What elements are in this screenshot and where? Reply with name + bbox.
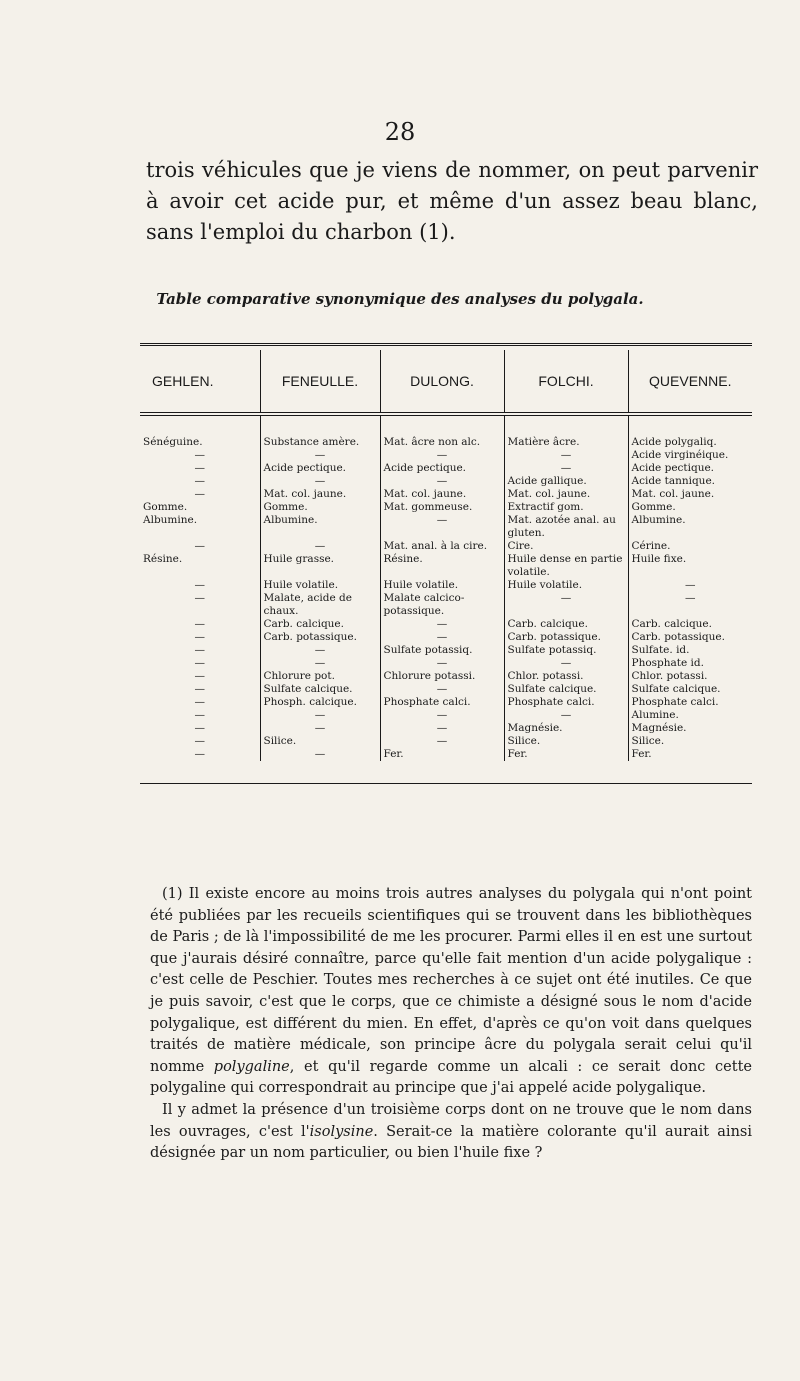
dash-placeholder: — <box>436 683 448 695</box>
cell-text: Sulfate calcique. <box>631 683 721 695</box>
table-cell <box>628 592 752 618</box>
footnote-term-polygaline: polygaline <box>213 1058 290 1075</box>
table-cell <box>260 722 380 735</box>
table-row <box>140 475 752 488</box>
table-cell <box>504 475 628 488</box>
cell-text: Carb. potassique. <box>631 631 725 643</box>
cell-text: Mat. col. jaune. <box>263 488 347 500</box>
cell-text: Extractif gom. <box>507 501 584 513</box>
column-header: FENEULLE. <box>260 350 380 414</box>
cell-text: Mat. anal. à la cire. <box>383 540 488 552</box>
footnote-block <box>150 884 752 1165</box>
table-cell <box>260 709 380 722</box>
cell-text: Cérine. <box>631 540 671 552</box>
table-cell <box>380 709 504 722</box>
table-cell <box>260 514 380 540</box>
cell-text: Sulfate potassiq. <box>383 644 473 656</box>
dash-placeholder: — <box>436 514 448 526</box>
table-row <box>140 735 752 748</box>
table-row <box>140 553 752 579</box>
table-cell <box>140 683 260 696</box>
cell-text: Silice. <box>507 735 541 747</box>
column-header: QUEVENNE. <box>628 350 752 414</box>
cell-text: Résine. <box>383 553 423 565</box>
comparison-table <box>140 350 752 761</box>
table-cell <box>260 592 380 618</box>
table-row <box>140 631 752 644</box>
cell-text: Mat. col. jaune. <box>631 488 715 500</box>
table-cell <box>504 501 628 514</box>
table-cell <box>504 696 628 709</box>
cell-text: Acide gallique. <box>507 475 587 487</box>
table-cell <box>504 414 628 449</box>
table-cell <box>260 414 380 449</box>
dash-placeholder: — <box>436 735 448 747</box>
table-row <box>140 657 752 670</box>
table-row <box>140 748 752 761</box>
cell-text: Chlor. potassi. <box>507 670 584 682</box>
dash-placeholder: — <box>436 449 448 461</box>
cell-text: Carb. calcique. <box>263 618 344 630</box>
dash-placeholder: — <box>194 709 205 721</box>
table-cell <box>380 644 504 657</box>
table-cell <box>628 618 752 631</box>
table-cell <box>380 618 504 631</box>
cell-text: Gomme. <box>631 501 676 513</box>
table-cell <box>380 449 504 462</box>
dash-placeholder: — <box>194 579 205 591</box>
table-row <box>140 579 752 592</box>
dash-placeholder: — <box>560 709 572 721</box>
table-bottom-rule <box>140 783 752 784</box>
comparison-table-container <box>140 343 752 784</box>
column-header: GEHLEN. <box>140 350 260 414</box>
table-cell <box>628 696 752 709</box>
cell-text: Chlorure pot. <box>263 670 335 682</box>
dash-placeholder: — <box>194 722 205 734</box>
cell-text: Sulfate potassiq. <box>507 644 597 656</box>
cell-text: Carb. potassique. <box>263 631 357 643</box>
dash-placeholder: — <box>436 631 448 643</box>
cell-text: Albumine. <box>263 514 318 526</box>
cell-text: Acide pectique. <box>263 462 347 474</box>
table-cell <box>380 514 504 540</box>
dash-placeholder: — <box>436 657 448 669</box>
table-cell <box>140 709 260 722</box>
table-cell <box>504 631 628 644</box>
column-header: DULONG. <box>380 350 504 414</box>
footnote-text-2a: Il y admet la présence d'un troisième corps dont on ne trouve que le nom dans les ouvrages, c'est l' <box>150 1101 752 1140</box>
cell-text: Malate calcico-potassique. <box>383 592 465 617</box>
cell-text: Magnésie. <box>507 722 563 734</box>
table-cell <box>140 618 260 631</box>
table-cell <box>628 644 752 657</box>
cell-text: Mat. gommeuse. <box>383 501 473 513</box>
footnote-text-1a: (1) Il existe encore au moins trois autres analyses du polygala qui n'ont point été publiées par les recueils scientifiques qui se trouvent dans les bibliothèques de Paris ; de là l'impossibilité de me les procurer. Parmi elles il en est une surtout que j'aurais désiré connaître, parce qu'elle fait mention d'un acide polygalique : c'est celle de Peschier. Toutes mes recherches à ce sujet ont été inutiles. Ce que je puis savoir, c'est que le corps, que ce chimiste a désigné sous le nom d'acide polygalique, est différent du mien. En effet, d'après ce qu'on voit dans quelques traités de matière médicale, son principe âcre du polygala serait celui qu'il nomme <box>150 886 752 1075</box>
cell-text: Matière âcre. <box>507 436 580 448</box>
table-cell <box>628 735 752 748</box>
footnote-paragraph-1 <box>150 884 752 1100</box>
cell-text: Huile dense en partie volatile. <box>507 553 623 578</box>
table-row <box>140 696 752 709</box>
table-cell <box>628 514 752 540</box>
dash-placeholder: — <box>194 735 205 747</box>
footnote-paragraph-2 <box>150 1100 752 1165</box>
cell-text: Carb. calcique. <box>507 618 588 630</box>
table-cell <box>260 579 380 592</box>
table-cell <box>628 540 752 553</box>
table-cell <box>140 644 260 657</box>
table-cell <box>504 683 628 696</box>
table-cell <box>380 696 504 709</box>
cell-text: Fer. <box>383 748 404 760</box>
cell-text: Acide pectique. <box>631 462 715 474</box>
table-cell <box>504 670 628 683</box>
table-header-row <box>140 350 752 414</box>
cell-text: Fer. <box>507 748 528 760</box>
dash-placeholder: — <box>194 683 205 695</box>
table-cell <box>504 644 628 657</box>
cell-text: Alumine. <box>631 709 679 721</box>
table-cell <box>140 631 260 644</box>
table-cell <box>380 488 504 501</box>
cell-text: Sulfate. id. <box>631 644 690 656</box>
cell-text: Gomme. <box>263 501 308 513</box>
cell-text: Phosphate id. <box>631 657 704 669</box>
dash-placeholder: — <box>194 631 205 643</box>
table-cell <box>260 644 380 657</box>
table-cell <box>380 501 504 514</box>
table-cell <box>628 631 752 644</box>
cell-text: Mat. âcre non alc. <box>383 436 481 448</box>
table-cell <box>140 748 260 761</box>
table-cell <box>628 501 752 514</box>
table-cell <box>260 735 380 748</box>
dash-placeholder: — <box>436 475 448 487</box>
dash-placeholder: — <box>194 657 205 669</box>
table-cell <box>140 488 260 501</box>
table-body <box>140 414 752 761</box>
cell-text: Carb. calcique. <box>631 618 712 630</box>
cell-text: Mat. col. jaune. <box>383 488 467 500</box>
cell-text: Chlor. potassi. <box>631 670 708 682</box>
table-cell <box>504 514 628 540</box>
table-cell <box>504 553 628 579</box>
table-row <box>140 644 752 657</box>
table-row <box>140 592 752 618</box>
table-cell <box>260 618 380 631</box>
footnote-term-isolysine: isolysine <box>309 1123 374 1140</box>
table-cell <box>380 540 504 553</box>
table-cell <box>380 414 504 449</box>
cell-text: Sulfate calcique. <box>507 683 597 695</box>
dash-placeholder: — <box>194 618 205 630</box>
footnote-text-1b: , et qu'il regarde comme un alcali : ce serait donc cette polygaline qui correspondrait au principe que j'ai appelé acide polygalique. <box>150 1058 752 1097</box>
table-cell <box>504 618 628 631</box>
table-caption: Table comparative synonymique des analyses du polygala. <box>156 290 644 308</box>
cell-text: Carb. potassique. <box>507 631 601 643</box>
cell-text: Silice. <box>263 735 297 747</box>
dash-placeholder: — <box>560 449 572 461</box>
cell-text: Sénéguine. <box>143 436 203 448</box>
table-cell <box>260 475 380 488</box>
dash-placeholder: — <box>194 488 205 500</box>
table-cell <box>628 670 752 683</box>
table-cell <box>628 462 752 475</box>
table-top-rule <box>140 343 752 350</box>
cell-text: Chlorure potassi. <box>383 670 476 682</box>
table-row <box>140 670 752 683</box>
footnote-text-2b: . Serait-ce la matière colorante qu'il aurait ainsi désignée par un nom particulier, ou bien l'huile fixe ? <box>150 1123 752 1162</box>
table-cell <box>260 748 380 761</box>
dash-placeholder: — <box>314 644 326 656</box>
dash-placeholder: — <box>314 475 326 487</box>
table-cell <box>260 657 380 670</box>
intro-paragraph <box>146 155 758 248</box>
table-cell <box>140 514 260 540</box>
table-cell <box>260 501 380 514</box>
dash-placeholder: — <box>314 540 326 552</box>
table-cell <box>140 657 260 670</box>
dash-placeholder: — <box>436 709 448 721</box>
page-number: 28 <box>384 118 416 146</box>
cell-text: Phosph. calcique. <box>263 696 357 708</box>
dash-placeholder: — <box>560 462 572 474</box>
table-cell <box>260 683 380 696</box>
table-row <box>140 540 752 553</box>
table-cell <box>504 657 628 670</box>
table-cell <box>628 709 752 722</box>
cell-text: Acide tannique. <box>631 475 715 487</box>
table-cell <box>260 631 380 644</box>
cell-text: Cire. <box>507 540 534 552</box>
table-cell <box>504 748 628 761</box>
table-row <box>140 488 752 501</box>
cell-text: Phosphate calci. <box>383 696 471 708</box>
table-cell <box>628 722 752 735</box>
table-cell <box>140 462 260 475</box>
table-row <box>140 462 752 475</box>
dash-placeholder: — <box>194 670 205 682</box>
table-cell <box>628 553 752 579</box>
table-row <box>140 514 752 540</box>
dash-placeholder: — <box>194 540 205 552</box>
cell-text: Magnésie. <box>631 722 687 734</box>
table-row <box>140 501 752 514</box>
table-cell <box>260 449 380 462</box>
table-cell <box>140 670 260 683</box>
cell-text: Phosphate calci. <box>507 696 595 708</box>
table-cell <box>260 540 380 553</box>
cell-text: Gomme. <box>143 501 188 513</box>
table-cell <box>140 540 260 553</box>
cell-text: Résine. <box>143 553 183 565</box>
dash-placeholder: — <box>194 696 205 708</box>
table-cell <box>140 722 260 735</box>
dash-placeholder: — <box>194 449 205 461</box>
cell-text: Albumine. <box>631 514 686 526</box>
dash-placeholder: — <box>314 709 326 721</box>
dash-placeholder: — <box>560 657 572 669</box>
table-cell <box>628 579 752 592</box>
dash-placeholder: — <box>436 618 448 630</box>
table-cell <box>140 579 260 592</box>
table-cell <box>380 631 504 644</box>
table-cell <box>380 722 504 735</box>
cell-text: Sulfate calcique. <box>263 683 353 695</box>
dash-placeholder: — <box>314 748 326 760</box>
dash-placeholder: — <box>436 722 448 734</box>
table-cell <box>504 722 628 735</box>
table-cell <box>504 579 628 592</box>
dash-placeholder: — <box>314 449 326 461</box>
dash-placeholder: — <box>314 657 326 669</box>
table-cell <box>380 683 504 696</box>
cell-text: Acide polygaliq. <box>631 436 717 448</box>
table-cell <box>140 553 260 579</box>
table-row <box>140 683 752 696</box>
table-cell <box>504 709 628 722</box>
dash-placeholder: — <box>685 592 696 604</box>
intro-text: trois véhicules que je viens de nommer, on peut parvenir à avoir cet acide pur, et même d'un assez beau blanc, sans l'emploi du charbon (1). <box>146 158 758 244</box>
table-cell <box>504 488 628 501</box>
table-cell <box>260 670 380 683</box>
table-cell <box>260 488 380 501</box>
table-cell <box>628 449 752 462</box>
cell-text: Substance amère. <box>263 436 360 448</box>
column-header: FOLCHI. <box>504 350 628 414</box>
cell-text: Albumine. <box>143 514 198 526</box>
cell-text: Acide pectique. <box>383 462 467 474</box>
table-row <box>140 449 752 462</box>
table-cell <box>260 696 380 709</box>
cell-text: Huile fixe. <box>631 553 687 565</box>
table-cell <box>140 696 260 709</box>
table-cell <box>628 657 752 670</box>
cell-text: Silice. <box>631 735 665 747</box>
cell-text: Huile volatile. <box>263 579 339 591</box>
table-row <box>140 618 752 631</box>
table-cell <box>380 592 504 618</box>
table-cell <box>140 414 260 449</box>
table-cell <box>380 462 504 475</box>
table-cell <box>140 735 260 748</box>
dash-placeholder: — <box>194 462 205 474</box>
table-cell <box>628 748 752 761</box>
table-cell <box>504 592 628 618</box>
cell-text: Malate, acide de chaux. <box>263 592 352 617</box>
table-cell <box>140 592 260 618</box>
cell-text: Acide virginéique. <box>631 449 729 461</box>
table-cell <box>380 735 504 748</box>
table-cell <box>140 449 260 462</box>
cell-text: Huile volatile. <box>383 579 459 591</box>
cell-text: Phosphate calci. <box>631 696 719 708</box>
table-cell <box>504 449 628 462</box>
dash-placeholder: — <box>194 475 205 487</box>
table-row <box>140 709 752 722</box>
table-cell <box>628 475 752 488</box>
dash-placeholder: — <box>194 748 205 760</box>
dash-placeholder: — <box>194 644 205 656</box>
table-cell <box>628 414 752 449</box>
cell-text: Fer. <box>631 748 652 760</box>
table-cell <box>628 683 752 696</box>
dash-placeholder: — <box>685 579 696 591</box>
table-cell <box>380 657 504 670</box>
table-cell <box>380 475 504 488</box>
table-cell <box>380 748 504 761</box>
table-cell <box>260 553 380 579</box>
table-row <box>140 414 752 449</box>
table-cell <box>504 540 628 553</box>
table-cell <box>140 475 260 488</box>
dash-placeholder: — <box>194 592 205 604</box>
table-cell <box>504 735 628 748</box>
dash-placeholder: — <box>314 722 326 734</box>
cell-text: Huile volatile. <box>507 579 583 591</box>
table-cell <box>380 553 504 579</box>
table-cell <box>380 670 504 683</box>
table-row <box>140 722 752 735</box>
table-cell <box>260 462 380 475</box>
table-cell <box>504 462 628 475</box>
table-cell <box>380 579 504 592</box>
table-cell <box>628 488 752 501</box>
cell-text: Mat. col. jaune. <box>507 488 591 500</box>
table-cell <box>140 501 260 514</box>
cell-text: Huile grasse. <box>263 553 335 565</box>
dash-placeholder: — <box>560 592 572 604</box>
cell-text: Mat. azotée anal. au gluten. <box>507 514 616 539</box>
